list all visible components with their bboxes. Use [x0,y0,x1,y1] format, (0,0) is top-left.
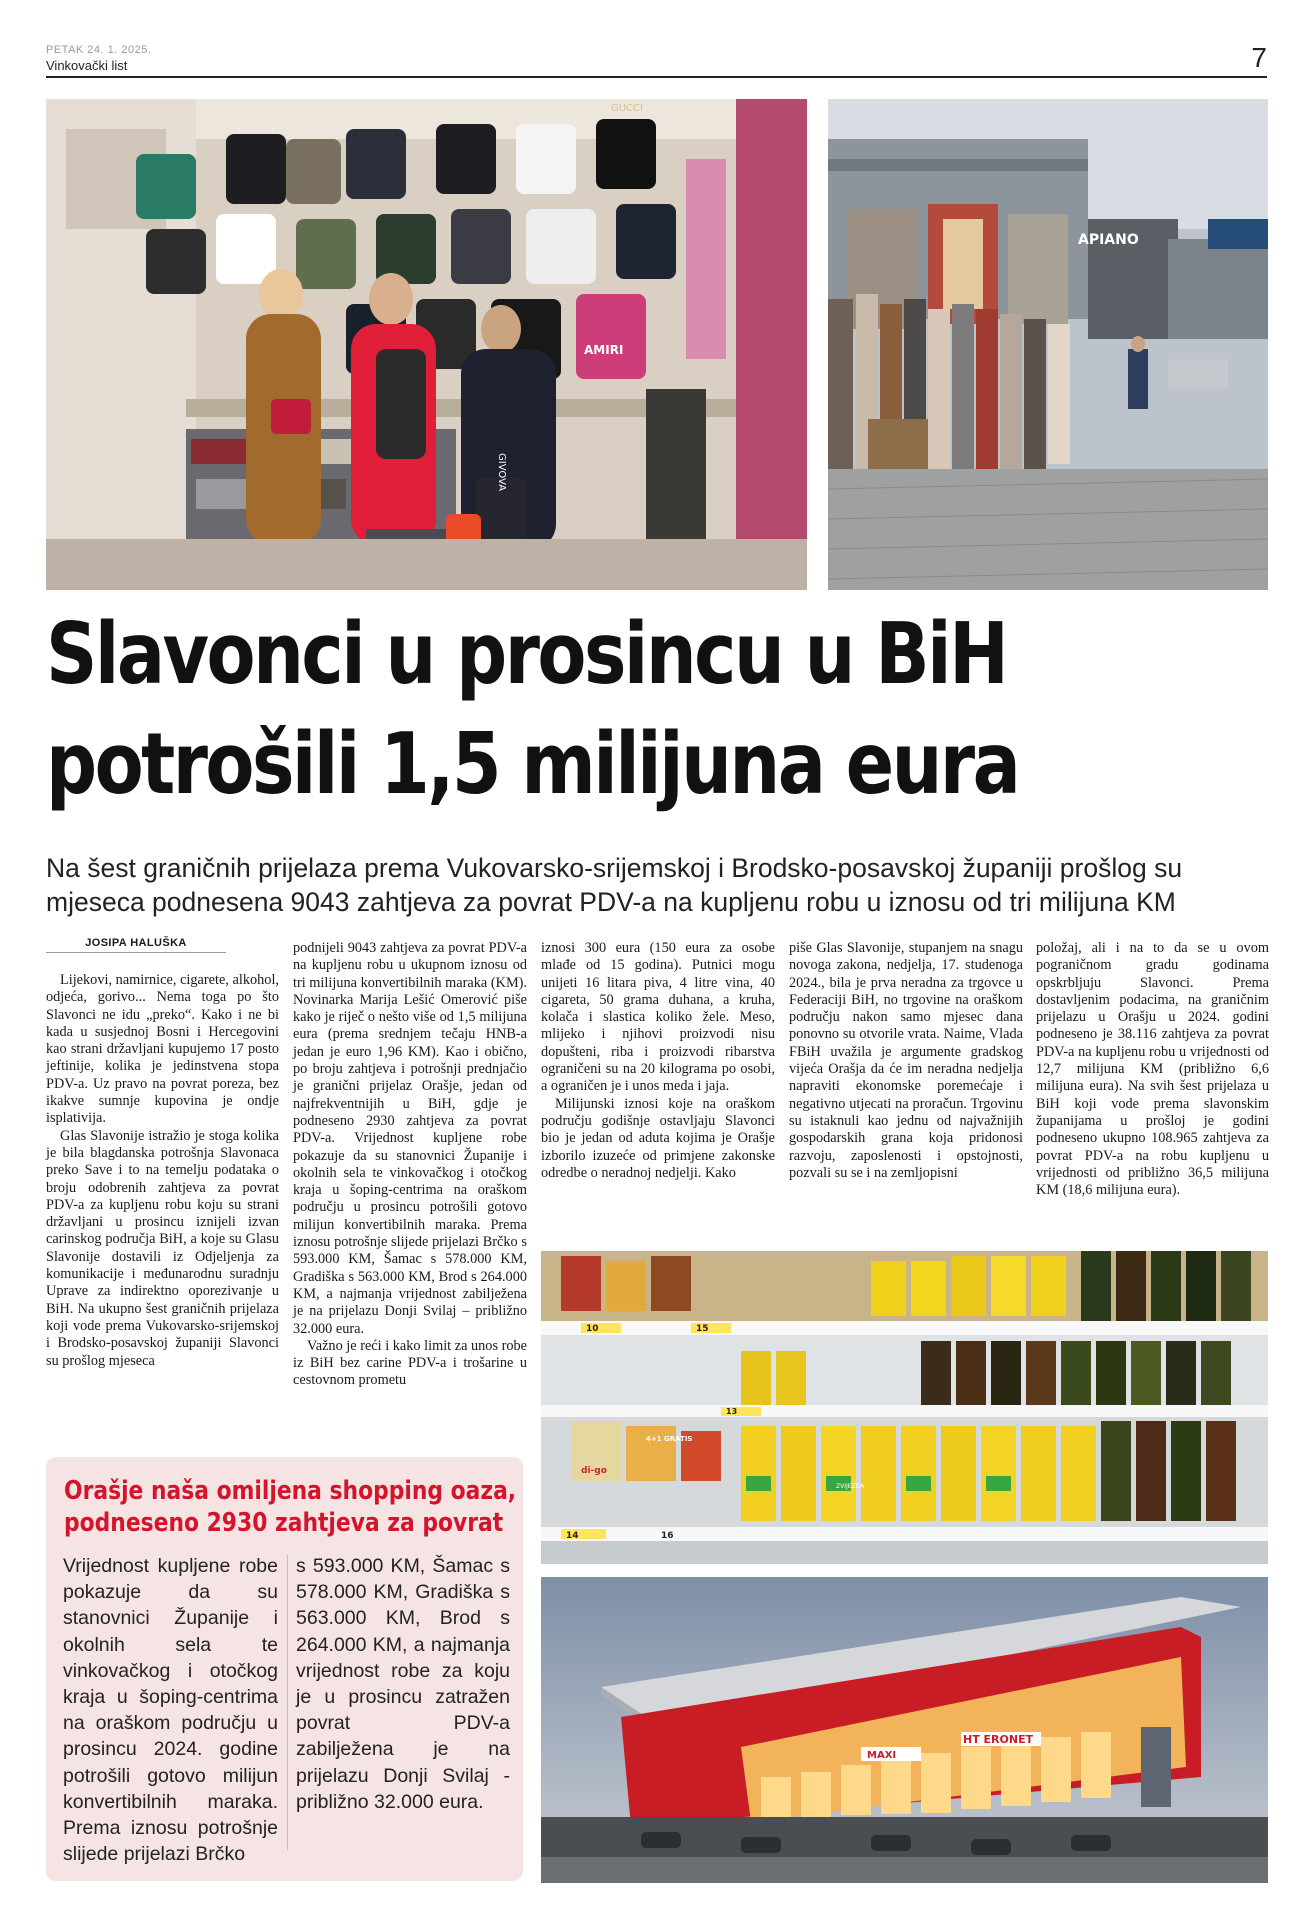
svg-text:ZVIJEZDA: ZVIJEZDA [836,1483,865,1490]
article-paragraph: Glas Slavonije istražio je stoga kolika je bila blagdanska potrošnja Slavonaca preko Save i to na temelju podataka o broju odobrenih zahtjeva za povrat PDV-a za kupljenu robu koju su strani državljani u prosincu iznijeli izvan carinskog područja BiH, a koje su Glasu Slavonije dostavili iz Odjeljenja za komunikacije i međunarodnu suradnju Uprave za indirektno oporezivanje u BiH. Na ukupno šest graničnih prijelaza koji vode prema Vukovarsko-srijemskoj i Brodsko-posavskoj županiji Slavonci su prošlog mjeseca [46,1127,279,1369]
article-paragraph: podnijeli 9043 zahtjeva za povrat PDV-a na kupljenu robu u ukupnom iznosu od tri milijuna konvertibilnih maraka (KM). Novinarka Marija Lešić Omerović piše kako je riječ o nešto više od 1,5 milijuna eura (prema srednjem tečaju HNB-a jedan je euro 1,96 KM). Kao i obično, po broju zahtjeva i potrošnji prednjačio je granični prijelaz Orašje, jedan od najfrekventnijih u BiH, gdje je podneseno 2930 zahtjeva za povrat PDV-a. Vrijednost kupljene robe pokazuje da su stanovnici Županije i okolnih sela te vinkovačkog i otočkog kraja u šoping-centrima na oraškom području u prosincu potrošili gotovo milijun konvertibilnih maraka. Prema iznosu potrošnje slijede prijelazi Brčko s 593.000 KM, Šamac s 578.000 KM, Gradiška s 563.000 KM, Brod s 264.000 KM, a najmanja vrijednost zabilježena je na prijelazu Donji Svilaj – približno 32.000 eura. [293,940,527,1337]
headline [46,600,1075,820]
article-paragraph: Milijunski iznosi koje na oraškom području godišnje ostavljaju Slavonci bio je jedan od aduta kojima je Orašje izborilo izuzeće od primjene zakonske odredbe o neradnoj nedjelji. Kako [541,1095,775,1181]
sidebar-box-column-2 [296,1553,510,1815]
svg-text:14: 14 [566,1531,579,1541]
svg-text:13: 13 [726,1407,738,1416]
headline-line-2: potrošili 1,5 milijuna eura [46,715,1019,814]
supermarket-shelves-photo [541,1251,1268,1564]
subheadline: Na šest graničnih prijelaza prema Vukovarsko-srijemskoj i Brodsko-posavskoj županiji prošlog su mjeseca podnesena 9043 zahtjeva za povrat PDV-a na kupljenu robu u iznosu od tri milijuna KM [46,853,1183,917]
sidebar-box-title [64,1475,517,1539]
svg-text:di-go: di-go [581,1466,607,1476]
shopping-mall-photo [541,1577,1268,1883]
svg-text:MAXI: MAXI [867,1750,897,1761]
headline-line-1: Slavonci u prosincu u BiH [46,605,1007,704]
issue-date: PETAK 24. 1. 2025. [46,44,152,56]
rug-market-photo [828,99,1268,590]
article-paragraph: piše Glas Slavonije, stupanjem na snagu novoga zakona, nedjelja, 17. studenoga 2024., bila je prva neradna za trgovce u Federaciji BiH, no trgovine na oraškom području nakon samo mjesec dana ponovno su otvorile vrata. Naime, Vlada FBiH uvažila je argumente gradskog vijeća Orašja da će im neradna nedjelja napraviti ekonomske poremećaje i negativno utjecati na proračun. Trgovinu su istaknuli kao jednu od najvažnijih gospodarskih grana koja pridonosi razvoju, zaposlenosti i opstojnosti, pozvali su se i na zemljopisni [789,940,1023,1181]
article-column-1 [46,972,279,1370]
article-column-2 [293,940,527,1390]
svg-text:HT ERONET: HT ERONET [963,1733,1034,1746]
svg-text:4+1 GRATIS: 4+1 GRATIS [646,1435,693,1443]
article-column-5 [1036,940,1269,1199]
svg-text:15: 15 [696,1324,709,1334]
publication-name: Vinkovački list [46,58,128,73]
article-column-4 [789,940,1023,1182]
sidebar-box-divider [287,1555,288,1850]
sidebar-box-title-line-1: Orašje naša omiljena shopping oaza, [64,1476,517,1506]
article-column-3 [541,940,775,1182]
article-paragraph: Važno je reći i kako limit za unos robe iz BiH bez carine PDV-a i trošarine u cestovnom prometu [293,1337,527,1389]
sidebar-box-text: Vrijednost kupljene robe pokazuje da su stanovnici Županije i okolnih sela te vinkovačkog i otočkog kraja u šoping-centrima na oraškom području u prosincu 2024. godine potrošili gotovo milijun konvertibilnih maraka. Prema iznosu potrošnje slijede prijelazi Brčko [63,1555,278,1866]
svg-text:APIANO: APIANO [1078,232,1139,248]
header-rule [46,76,1267,78]
sidebar-box-title-line-2: podneseno 2930 zahtjeva za povrat [64,1508,504,1538]
byline: JOSIPA HALUŠKA [46,937,226,953]
svg-text:GUCCI: GUCCI [611,103,643,114]
svg-text:AMIRI: AMIRI [584,343,624,357]
svg-text:16: 16 [661,1531,674,1541]
svg-text:10: 10 [586,1324,599,1334]
svg-text:GIVOVA: GIVOVA [496,453,507,492]
article-paragraph: položaj, ali i na to da se u ovom pograničnom gradu godinama opskrbljuju Slavonci. Prema dostavljenim podacima, na graničnim prijelazu u Orašju u 2024. godini podneseno je 38.116 zahtjeva za povrat PDV-a na kupljenu robu u vrijednosti od 12,7 milijuna KM (približno 6,6 milijuna eura). Na svih šest prijelaza u BiH koji vode prema slavonskim županijama u prošloj je godini podneseno ukupno 108.965 zahtjeva za povrat PDV-a na robu kupljenu u vrijednosti od približno 36,5 milijuna KM (18,6 milijuna eura). [1036,940,1269,1199]
page-number: 7 [1251,42,1267,73]
sidebar-box-column-1 [63,1553,278,1867]
clothing-shop-photo [46,99,807,590]
article-paragraph: Lijekovi, namirnice, cigarete, alkohol, odjeća, gorivo... Nema toga po što Slavonci ne idu „preko“. Kako i ne bi kada u susjednoj Bosni i Hercegovini kao strani državljani kupujemo 17 posto jeftinije, kolika je jedinstvena stopa PDV-a. Uz pravo na povrat poreza, bez ikakve sumnje kupovina je ondje isplativija. [46,972,279,1127]
article-paragraph: iznosi 300 eura (150 eura za osobe mlađe od 15 godina). Putnici mogu unijeti 16 litara piva, 4 litre vina, 40 cigareta, 50 grama duhana, a kruha, kolača i slastica koliko žele. Meso, mlijeko i njihovi proizvodi nisu dopušteni, riba i proizvodi ribarstva ograničeni su na 20 kilograma po osobi, a ograničen je i unos meda i jaja. [541,940,775,1095]
sidebar-box-text: s 593.000 KM, Šamac s 578.000 KM, Gradiška s 563.000 KM, Brod s 264.000 KM, a najmanja vrijednost robe za koju je u prosincu zatražen povrat PDV-a zabilježena je na prijelazu Donji Svilaj - približno 32.000 eura. [296,1555,510,1813]
